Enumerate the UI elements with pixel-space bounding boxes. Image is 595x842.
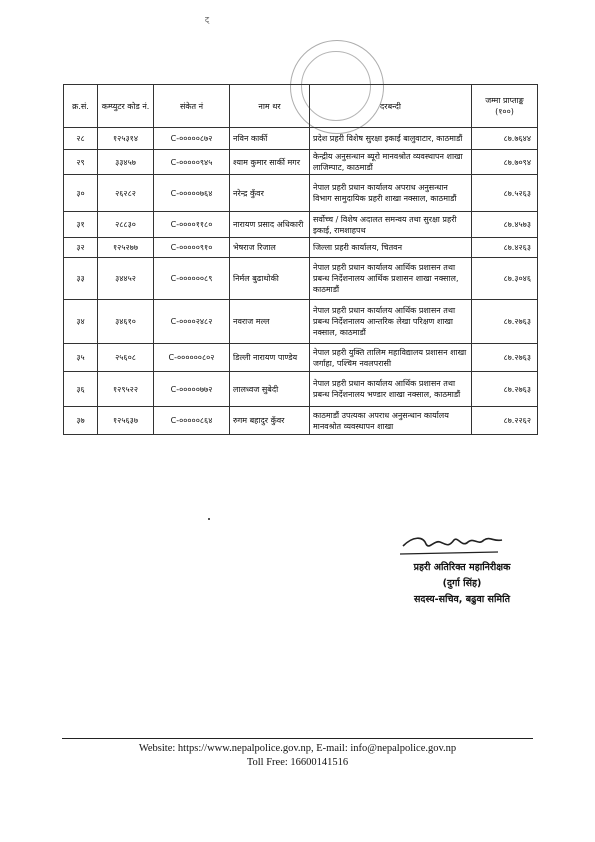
table-row bbox=[64, 212, 538, 238]
cell-office: काठमाडौं उपत्यका अपराध अनुसन्धान कार्यालय मानवश्रोत व्यवस्थापन शाखा bbox=[310, 407, 472, 435]
cell-computer-code: २५६०८ bbox=[98, 344, 154, 372]
cell-symbol-no: C-०००००७७२ bbox=[154, 372, 230, 407]
cell-symbol-no: C-०००००७६४ bbox=[154, 175, 230, 212]
cell-sn: ३१ bbox=[64, 212, 98, 238]
signature-block bbox=[392, 560, 532, 608]
cell-office: जिल्ला प्रहरी कार्यालय, चितवन bbox=[310, 238, 472, 258]
cell-sn: २९ bbox=[64, 150, 98, 175]
cell-total-marks: ८७.४२६३ bbox=[472, 238, 538, 258]
cell-total-marks: ८७.७०९४ bbox=[472, 150, 538, 175]
promotion-result-table bbox=[63, 84, 538, 435]
table-row bbox=[64, 150, 538, 175]
cell-name: रुगम बहादुर कुँवर bbox=[230, 407, 310, 435]
header-sn: क्र.सं. bbox=[64, 85, 98, 128]
cell-sn: ३४ bbox=[64, 300, 98, 344]
table-row bbox=[64, 372, 538, 407]
header-computer-code: कम्प्युटर कोड नं. bbox=[98, 85, 154, 128]
cell-sn: ३३ bbox=[64, 258, 98, 300]
table-row bbox=[64, 344, 538, 372]
table-row bbox=[64, 407, 538, 435]
cell-name: निर्मल बुढाथोकी bbox=[230, 258, 310, 300]
top-mark: ट् bbox=[205, 15, 210, 24]
cell-computer-code: २६२८२ bbox=[98, 175, 154, 212]
cell-symbol-no: C-०००००८६४ bbox=[154, 407, 230, 435]
cell-total-marks: ८७.३०४६ bbox=[472, 258, 538, 300]
cell-sn: ३७ bbox=[64, 407, 98, 435]
footer-toll-free: Toll Free: 16600141516 bbox=[246, 757, 349, 768]
cell-total-marks: ८७.७६४४ bbox=[472, 128, 538, 150]
cell-office: केन्द्रीय अनुसन्धान ब्यूरो मानवश्रोत व्यवस्थापन शाखा लाजिम्पाट, काठमाडौं bbox=[310, 150, 472, 175]
cell-sn: २८ bbox=[64, 128, 98, 150]
cell-symbol-no: C-०००००९४५ bbox=[154, 150, 230, 175]
cell-computer-code: १२५३१४ bbox=[98, 128, 154, 150]
cell-total-marks: ८७.२७६३ bbox=[472, 300, 538, 344]
cell-sn: ३० bbox=[64, 175, 98, 212]
cell-office: नेपाल प्रहरी युक्ति तालिम महाविद्यालय प्रशासन शाखा जर्गाहा, पश्चिम नवलपरासी bbox=[310, 344, 472, 372]
cell-office: नेपाल प्रहरी प्रधान कार्यालय अपराध अनुसन्धान विभाग सामुदायिक प्रहरी शाखा नक्साल, काठमाडौं bbox=[310, 175, 472, 212]
cell-computer-code: ३४४५२ bbox=[98, 258, 154, 300]
cell-office: नेपाल प्रहरी प्रधान कार्यालय आर्थिक प्रशासन तथा प्रबन्ध निर्देशनालय आन्तरिक लेखा परिक्षण शाखा नक्साल, काठमाडौं bbox=[310, 300, 472, 344]
cell-symbol-no: C-००००२४८२ bbox=[154, 300, 230, 344]
cell-name: नरेन्द्र कुँवर bbox=[230, 175, 310, 212]
table-row bbox=[64, 175, 538, 212]
cell-office: सर्वोच्च / विशेष अदालत समन्वय तथा सुरक्षा प्रहरी इकाई, रामशाहपथ bbox=[310, 212, 472, 238]
cell-computer-code: १२५६३७ bbox=[98, 407, 154, 435]
cell-total-marks: ८७.२२६२ bbox=[472, 407, 538, 435]
cell-sn: ३२ bbox=[64, 238, 98, 258]
cell-office: प्रदेश प्रहरी विशेष सुरक्षा इकाई बालुवाटार, काठमाडौं bbox=[310, 128, 472, 150]
cell-total-marks: ८७.२७६३ bbox=[472, 344, 538, 372]
cell-name: नवराज मल्ल bbox=[230, 300, 310, 344]
cell-sn: ३६ bbox=[64, 372, 98, 407]
table-row bbox=[64, 238, 538, 258]
cell-symbol-no: C-००००००८०२ bbox=[154, 344, 230, 372]
cell-computer-code: ३३४५७ bbox=[98, 150, 154, 175]
cell-symbol-no: C-००००००८९ bbox=[154, 258, 230, 300]
cell-computer-code: १२५२७७ bbox=[98, 238, 154, 258]
cell-office: नेपाल प्रहरी प्रधान कार्यालय आर्थिक प्रशासन तथा प्रबन्ध निर्देशनालय भण्डार शाखा नक्साल, काठमाडौं bbox=[310, 372, 472, 407]
signatory-name: (दुर्गा सिंह) bbox=[442, 578, 482, 589]
cell-symbol-no: C-०००००८७२ bbox=[154, 128, 230, 150]
cell-name: लालध्वज सुबेदी bbox=[230, 372, 310, 407]
cell-office: नेपाल प्रहरी प्रधान कार्यालय आर्थिक प्रशासन तथा प्रबन्ध निर्देशनालय आर्थिक प्रशासन शाखा नक्साल, काठमाडौं bbox=[310, 258, 472, 300]
footer-divider bbox=[62, 738, 533, 739]
header-name: नाम थर bbox=[230, 85, 310, 128]
cell-name: श्याम कुमार सार्की मगर bbox=[230, 150, 310, 175]
cell-computer-code: ३४६१० bbox=[98, 300, 154, 344]
signatory-role: सदस्य-सचिव, बढुवा समिति bbox=[414, 594, 510, 605]
header-office: दरबन्दी bbox=[310, 85, 472, 128]
footer-contact: Website: https://www.nepalpolice.gov.np, E-mail: info@nepalpolice.gov.np bbox=[138, 743, 457, 754]
cell-total-marks: ८७.४५७३ bbox=[472, 212, 538, 238]
table-row bbox=[64, 258, 538, 300]
signatory-title: प्रहरी अतिरिक्त महानिरीक्षक bbox=[413, 562, 511, 573]
header-total-marks: जम्मा प्राप्ताङ्क (१००) bbox=[472, 85, 538, 128]
cell-name: डिल्ली नारायण पाण्डेय bbox=[230, 344, 310, 372]
table-row bbox=[64, 128, 538, 150]
table-header-row bbox=[64, 85, 538, 128]
speck bbox=[208, 518, 210, 520]
cell-symbol-no: C-०००००९१० bbox=[154, 238, 230, 258]
cell-name: नविन कार्की bbox=[230, 128, 310, 150]
cell-symbol-no: C-००००११८० bbox=[154, 212, 230, 238]
cell-name: भेषराज रिजाल bbox=[230, 238, 310, 258]
cell-total-marks: ८७.५२६३ bbox=[472, 175, 538, 212]
cell-name: नारायण प्रसाद अधिकारी bbox=[230, 212, 310, 238]
footer bbox=[0, 742, 595, 770]
cell-computer-code: १२९५२२ bbox=[98, 372, 154, 407]
header-symbol-no: संकेत नं bbox=[154, 85, 230, 128]
cell-sn: ३५ bbox=[64, 344, 98, 372]
signature-scribble bbox=[398, 528, 508, 558]
cell-computer-code: २८८३० bbox=[98, 212, 154, 238]
cell-total-marks: ८७.२७६३ bbox=[472, 372, 538, 407]
table-row bbox=[64, 300, 538, 344]
